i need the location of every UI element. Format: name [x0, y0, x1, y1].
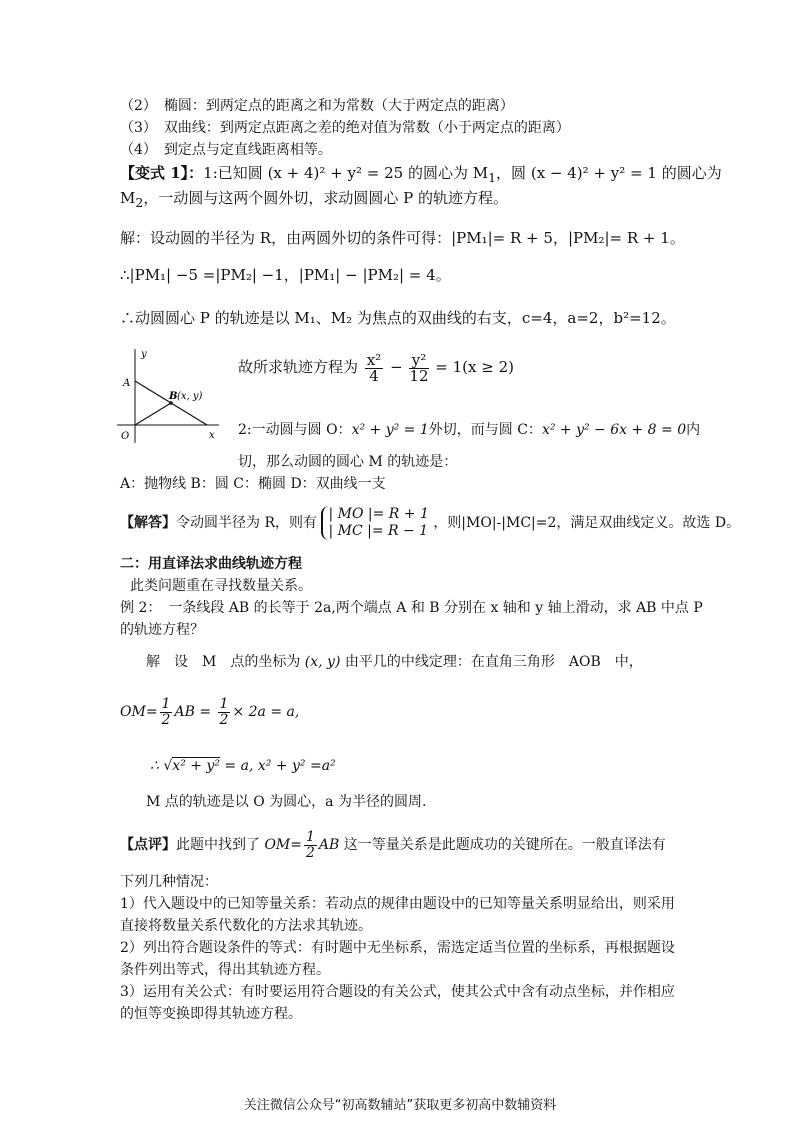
comment-tag: 【点评】: [120, 837, 176, 853]
answer2-line: 【解答】令动圆半径为 R，则有 | MO |= R + 1 | MC |= R − 1 ，则|MO|-|MC|=2，满足双曲线定义。故选 D。: [120, 506, 741, 539]
solution-line-2: ∴|PM₁| −5 =|PM₂| −1，|PM₁| − |PM₂| = 4。: [120, 266, 451, 284]
solution2-line: 解 设 M 点的坐标为 (x, y) 由平几的中线定理：在直角三角形 AOB 中，: [146, 654, 643, 670]
point-a-label: A: [123, 378, 131, 389]
question2-options: A：抛物线 B：圆 C：椭圆 D：双曲线一支: [120, 476, 386, 492]
brace-top-equation: | MO |= R + 1: [328, 506, 429, 522]
coordinate-figure: [115, 345, 225, 445]
point-coord-label: (x, y): [177, 391, 203, 402]
circle-o-equation: x² + y² = 1: [351, 422, 429, 438]
pm2-equation: |PM₂|= R + 1: [567, 229, 670, 247]
median-om: [135, 403, 171, 425]
solution-line-1: 解：设动圆的半径为 R，由两圆外切的条件可得：|PM₁|= R + 5，|PM₂|= R + 1。: [120, 229, 685, 247]
y-axis-label: y: [141, 349, 147, 360]
comment-line-1: 【点评】此题中找到了 OM= $\frac{1}{2}$ AB 这一等量关系是此题成功的关键所在。一般直译法有: [120, 828, 666, 861]
system-of-equations: [321, 506, 428, 540]
om-equation: OM= $\frac{1}{2}$ AB = $\frac{1}{2}$ × 2a = a,: [120, 695, 300, 728]
definition-ellipse: （2） 椭圆：到两定点的距离之和为常数（大于两定点的距离）: [120, 98, 514, 114]
variant-line-2: $M_2$，一动圆与这两个圆外切，求动圆圆心 P 的轨迹方程。: [120, 189, 508, 210]
comment-fraction: $\frac{1}{2}$: [306, 828, 315, 861]
case2-line-1: 2）列出符合题设条件的等式：有时题中无坐标系，需选定适当位置的坐标系，再根据题设: [120, 940, 675, 956]
sqrt-equation: ∴ √x² + y² = a, x² + y² =a²: [150, 758, 336, 774]
coordinate-xy: (x, y): [304, 654, 341, 670]
fraction-one-half-2: $\frac{1}{2}$: [219, 695, 229, 728]
answer-equation: 故所求轨迹方程为 $\frac{\text{x²}}{4}$ − $\frac{\text{y²}}{12}$ = 1(x ≥ 2): [238, 350, 514, 385]
fraction-one-half: $\frac{1}{2}$: [161, 695, 171, 728]
case2-line-2: 条件列出等式，得出其轨迹方程。: [120, 962, 330, 978]
example2-line-1: 例 2： 一条线段 AB 的长等于 2a,两个端点 A 和 B 分别在 x 轴和 y 轴上滑动，求 AB 中点 P: [120, 600, 703, 616]
difference-equation: ∴|PM₁| −5 =|PM₂| −1，|PM₁| − |PM₂| = 4: [120, 266, 436, 284]
case1-line-1: 1）代入题设中的已知等量关系：若动点的规律由题设中的已知等量关系明显给出，则采用: [120, 896, 675, 912]
page-footer: 关注微信公众号“初高数辅站”获取更多初高中数辅资料: [243, 1098, 557, 1113]
example2-line-2: 的轨迹方程？: [120, 622, 204, 638]
variant-line-1: 【变式 1】：1:已知圆 (x + 4)² + y² = 25 的圆心为 $M_1$，圆 (x − 4)² + y² = 1 的圆心为: [120, 164, 722, 185]
case3-line-1: 3）运用有关公式：有时要运用符合题设的有关公式，使其公式中含有动点坐标，并作相应: [120, 984, 675, 1000]
case1-line-2: 直接将数量关系代数化的方法求其轨迹。: [120, 918, 372, 934]
fraction-x2-over-4: $\frac{\text{x²}}{4}$: [366, 350, 382, 385]
solution-line-3: ∴动圆圆心 P 的轨迹是以 M₁、M₂ 为焦点的双曲线的右支，c=4，a=2，b²=12。: [120, 309, 676, 327]
pm1-equation: |PM₁|= R + 5: [451, 229, 553, 247]
x-axis-label: x: [209, 430, 215, 441]
fraction-y2-over-12: $\frac{\text{y²}}{12}$: [409, 350, 429, 385]
question2-line-1: 2:一动圆与圆 O：x² + y² = 1外切，而与圆 C：x² + y² − 6x + 8 = 0内: [238, 422, 701, 438]
comment-line-2: 下列几种情况：: [120, 874, 218, 890]
variant-tag: 【变式 1】：: [120, 164, 204, 182]
brace-bottom-equation: | MC |= R − 1: [328, 523, 429, 539]
section2-intro: 此类问题重在寻找数量关系。: [130, 578, 312, 594]
question2-line-2: 切，那么动圆的圆心 M 的轨迹是：: [238, 454, 458, 470]
circle-c-equation: x² + y² − 6x + 8 = 0: [541, 422, 687, 438]
section2-conclusion: M 点的轨迹是以 O 为圆心，a 为半径的圆周.: [146, 794, 427, 810]
point-b-label: B: [169, 391, 178, 402]
definition-hyperbola: （3） 双曲线：到两定点距离之差的绝对值为常数（小于两定点的距离）: [120, 120, 570, 136]
origin-label: O: [121, 431, 130, 442]
sqrt-radical: √x² + y²: [163, 758, 220, 774]
case3-line-2: 的恒等变换即得其轨迹方程。: [120, 1006, 302, 1022]
section2-heading: 二：用直译法求曲线轨迹方程: [120, 556, 302, 572]
circle2-equation: (x − 4)² + y² = 1: [530, 164, 657, 182]
definition-parabola: （4） 到定点与定直线距离相等。: [120, 142, 332, 158]
circle1-equation: (x + 4)² + y² = 25: [267, 164, 404, 182]
answer2-tag: 【解答】: [120, 515, 176, 531]
